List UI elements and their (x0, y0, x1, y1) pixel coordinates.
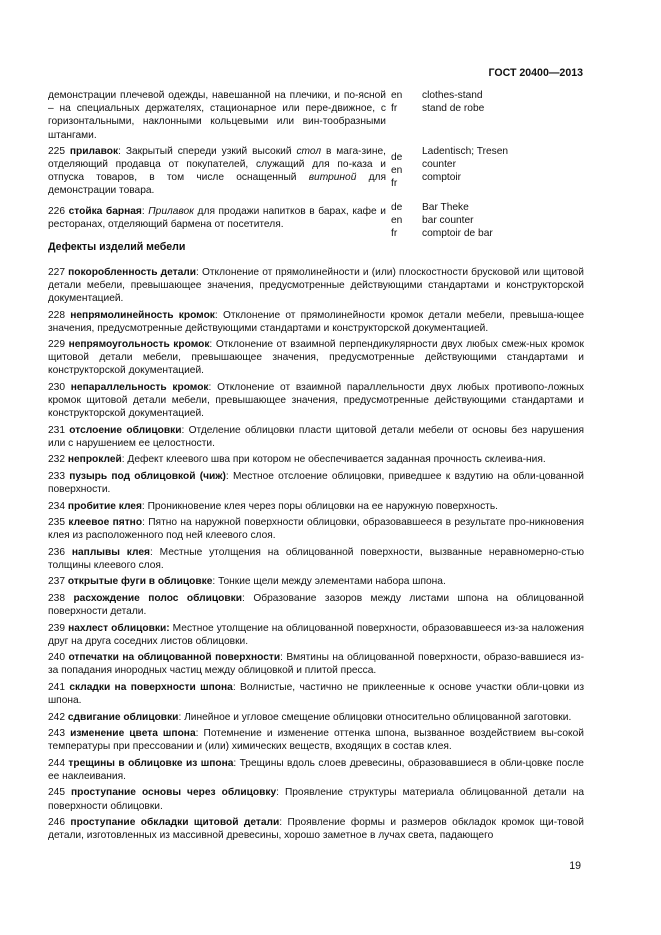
entry-term: отслоение облицовки (69, 424, 182, 436)
entry-definition: : Проявление формы и размеров обкладок кромок щи-товой детали, изготовленных из массивной древесины, хорошо заметное в лучах света, падающего (48, 817, 584, 842)
entry-number: 242 (48, 711, 65, 723)
entry-number: 229 (48, 339, 65, 351)
entry-number: 231 (48, 424, 65, 436)
entry-number: 230 (48, 382, 65, 394)
term-entry (48, 786, 584, 812)
term-entry (48, 500, 584, 513)
entry-term: открытые фуги в облицовке (67, 576, 213, 588)
entry-number: 245 (48, 787, 65, 799)
entry-definition: : Отделение облицовки пласти щитовой детали мебели от основы без нарушения или с нарушением ее целостности. (48, 424, 584, 449)
section-title: Дефекты изделий мебели (48, 241, 186, 253)
entry-term: прилавок (69, 145, 119, 157)
lang-code: fr (391, 228, 398, 239)
entry-term: отпечатки на облицованной поверхности (68, 652, 281, 664)
entry-definition (48, 201, 386, 231)
entry-term: пузырь под облицовкой (чиж) (69, 470, 226, 482)
entry-definition: : Волнистые, частично не приклеенные к основе участки обли-цовки из шпона. (48, 681, 585, 707)
definition-text: в мага-зине, отделяющий продавца от покупателей, служащий для по-каза и отпуска товаров, в том числе оснащенный (48, 145, 386, 184)
term-entry (48, 266, 584, 305)
standard-header: ГОСТ 20400—2013 (488, 67, 583, 79)
entry-number: 237 (48, 576, 65, 588)
term-entry (48, 470, 584, 496)
term-entry (48, 381, 584, 420)
foreign-equivalents (422, 145, 587, 185)
entry-term: непараллельность кромок (70, 382, 209, 394)
entry-number: 234 (48, 500, 65, 512)
entry-number: 236 (48, 546, 65, 558)
lang-code: en (391, 165, 403, 176)
top-entry-continuation (48, 89, 583, 142)
equivalent-term: Bar Theke (422, 201, 469, 213)
entry-definition: : Местные утолщения на облицованной поверхности, вызванные неравномерно-стью толщины клеевого слоя. (48, 546, 584, 571)
entry-number: 246 (48, 817, 65, 829)
entry-term: трещины в облицовке из шпона (68, 757, 234, 769)
entry-number: 233 (48, 470, 65, 482)
entry-definition: : Дефект клеевого шва при котором не обеспечивается заданная прочность склеива-ния. (121, 454, 546, 466)
entry-definition: : Местное отслоение облицовки, приведшее к вздутию на обли-цованной поверхности. (48, 470, 584, 495)
language-codes (391, 201, 413, 241)
term-entry (48, 651, 584, 677)
entry-definition (48, 145, 386, 198)
cross-reference: стол (296, 145, 322, 157)
entry-definition: : Потемнение и изменение оттенка шпона, вызванное воздействием вы-сокой температуры при прессовании и (или) химических веществ, входящих в состав клея. (48, 728, 584, 753)
term-entry (48, 453, 584, 466)
equivalent-term: comptoir de bar (422, 228, 493, 239)
term-entry (48, 757, 584, 783)
entry-number: 244 (48, 757, 65, 769)
entry-definition: : Отклонение от взаимной параллельности двух любых противопо-ложных кромок щитовой детали мебели, превышающее значения, предусмотренные действующими стандартами и конструкторской документацией. (48, 382, 585, 420)
term-entry (48, 546, 584, 572)
term-entry (48, 338, 584, 377)
entry-term: расхождение полос облицовки (73, 593, 243, 605)
entry-definition: : Линейное и угловое смещение облицовки относительно облицованной заготовки. (178, 711, 572, 723)
lang-code: de (391, 151, 403, 163)
term-entry (48, 681, 584, 707)
entry-definition: : Пятно на наружной поверхности облицовки, образовавшееся в результате про-никновения клея из расположенного под ней клеевого слоя. (48, 517, 584, 542)
equivalent-term: stand de robe (422, 103, 485, 115)
entry-number: 227 (48, 267, 65, 278)
entry-term: непроклей (67, 454, 122, 466)
term-entry (48, 575, 584, 588)
equivalent-term: counter (422, 159, 456, 170)
entry-term: клеевое пятно (68, 517, 143, 529)
entry-definition: : Тонкие щели между элементами набора шпона. (212, 576, 446, 588)
foreign-equivalents (422, 201, 587, 241)
term-entry (48, 424, 584, 450)
entry-definition: : Отклонение от прямолинейности кромок детали мебели, превыша-ющее значения, предусмотренные действующими стандартами и конструкторской документацией. (48, 309, 584, 334)
entry-number: 228 (48, 309, 65, 321)
top-entry-226 (48, 201, 583, 239)
term-entry (48, 816, 584, 842)
lang-code: en (391, 214, 403, 226)
lang-code: fr (391, 178, 398, 190)
entry-definition: : Трещины вдоль слоев древесины, образовавшиеся в обли-цовке после ее наклеивания. (48, 757, 584, 782)
entry-number: 240 (48, 652, 65, 664)
language-codes (391, 89, 413, 115)
equivalent-term: comptoir (422, 172, 462, 184)
entry-number: 232 (48, 454, 65, 466)
page-number: 19 (569, 860, 581, 872)
equivalent-term: Ladentisch; Tresen (422, 145, 509, 157)
language-codes (391, 151, 413, 191)
lang-code: fr (391, 103, 398, 115)
entry-term: изменение цвета шпона (70, 728, 196, 740)
definition-text: : (141, 205, 149, 217)
entry-term: стойка барная (68, 205, 142, 217)
entry-definition: : Вмятины на облицованной поверхности, образо-вавшиеся из-за попадания инородных частиц между облицовкой и плитой пресса. (48, 652, 584, 677)
entry-term: сдвигание облицовки (67, 711, 179, 723)
cross-reference: Прилавок (148, 205, 194, 217)
entry-term: наплывы клея (71, 546, 150, 558)
entry-number: 235 (48, 517, 65, 529)
definition-text: : Закрытый спереди узкий высокий (118, 145, 297, 157)
entry-definition: : Проявление структуры материала облицованной детали на поверхности облицовки. (48, 787, 584, 812)
cross-reference: витриной (308, 172, 357, 184)
entry-definition: : Проникновение клея через поры облицовки на ее наружную поверхность. (141, 500, 498, 512)
entry-number: 238 (48, 593, 65, 605)
term-entry (48, 727, 584, 753)
definition-text: для продажи напитков в барах, кафе и ресторанах, отделяющий бармена от посетителя. (48, 205, 386, 230)
entry-number: 226 (48, 205, 65, 217)
foreign-equivalents (422, 89, 587, 115)
term-entry (48, 592, 584, 618)
entry-number: 241 (48, 681, 65, 693)
entry-number: 239 (48, 622, 65, 634)
lang-code: en (391, 90, 403, 101)
entry-definition: демонстрации плечевой одежды, навешанной на плечики, и по-ясной – на специальных держателях, стационарное или пере-движное, с горизонтальными, наклонными кольцевыми или вин-тообразными штангами. (48, 90, 386, 141)
definition-text: для демонстрации товара. (48, 172, 386, 197)
entry-term: проступание обкладки щитовой детали (70, 817, 280, 829)
entry-definition: : Образование зазоров между листами шпона на облицованной поверхности детали. (48, 593, 584, 618)
entry-term: складки на поверхности шпона (69, 681, 233, 693)
defect-entries (48, 266, 584, 846)
entry-number: 243 (48, 728, 65, 740)
entry-term: проступание основы через облицовку (71, 787, 277, 799)
lang-code: de (391, 201, 403, 213)
term-entry (48, 622, 584, 648)
top-entries (48, 89, 583, 239)
term-entry (48, 309, 584, 335)
entry-term: пробитие клея (67, 500, 142, 512)
equivalent-term: bar counter (422, 214, 474, 226)
entry-definition: : Отклонение от прямолинейности и (или) плоскостности брусковой или щитовой детали мебели, превышающее значения, предусмотренные действующими стандартами и конструкторской документацией. (48, 267, 584, 305)
top-entry-225 (48, 145, 583, 198)
entry-definition: Местное утолщение на облицованной поверхности, образовавшееся из-за наложения друг на друга соседних листов облицовки. (48, 622, 584, 647)
term-entry (48, 711, 584, 724)
equivalent-term: clothes-stand (422, 90, 483, 101)
entry-term: непрямолинейность кромок (70, 309, 215, 321)
entry-definition: : Отклонение от взаимной перпендикулярности двух любых смеж-ных кромок щитовой детали мебели, превышающее значения, предусмотренные действующими стандартами и конструкторской документацией. (48, 339, 584, 377)
entry-term: покоробленность детали (68, 267, 196, 278)
entry-number: 225 (48, 145, 65, 157)
entry-term: нахлест облицовки: (68, 622, 170, 634)
term-entry (48, 516, 584, 542)
entry-term: непрямоугольность кромок (68, 339, 210, 351)
